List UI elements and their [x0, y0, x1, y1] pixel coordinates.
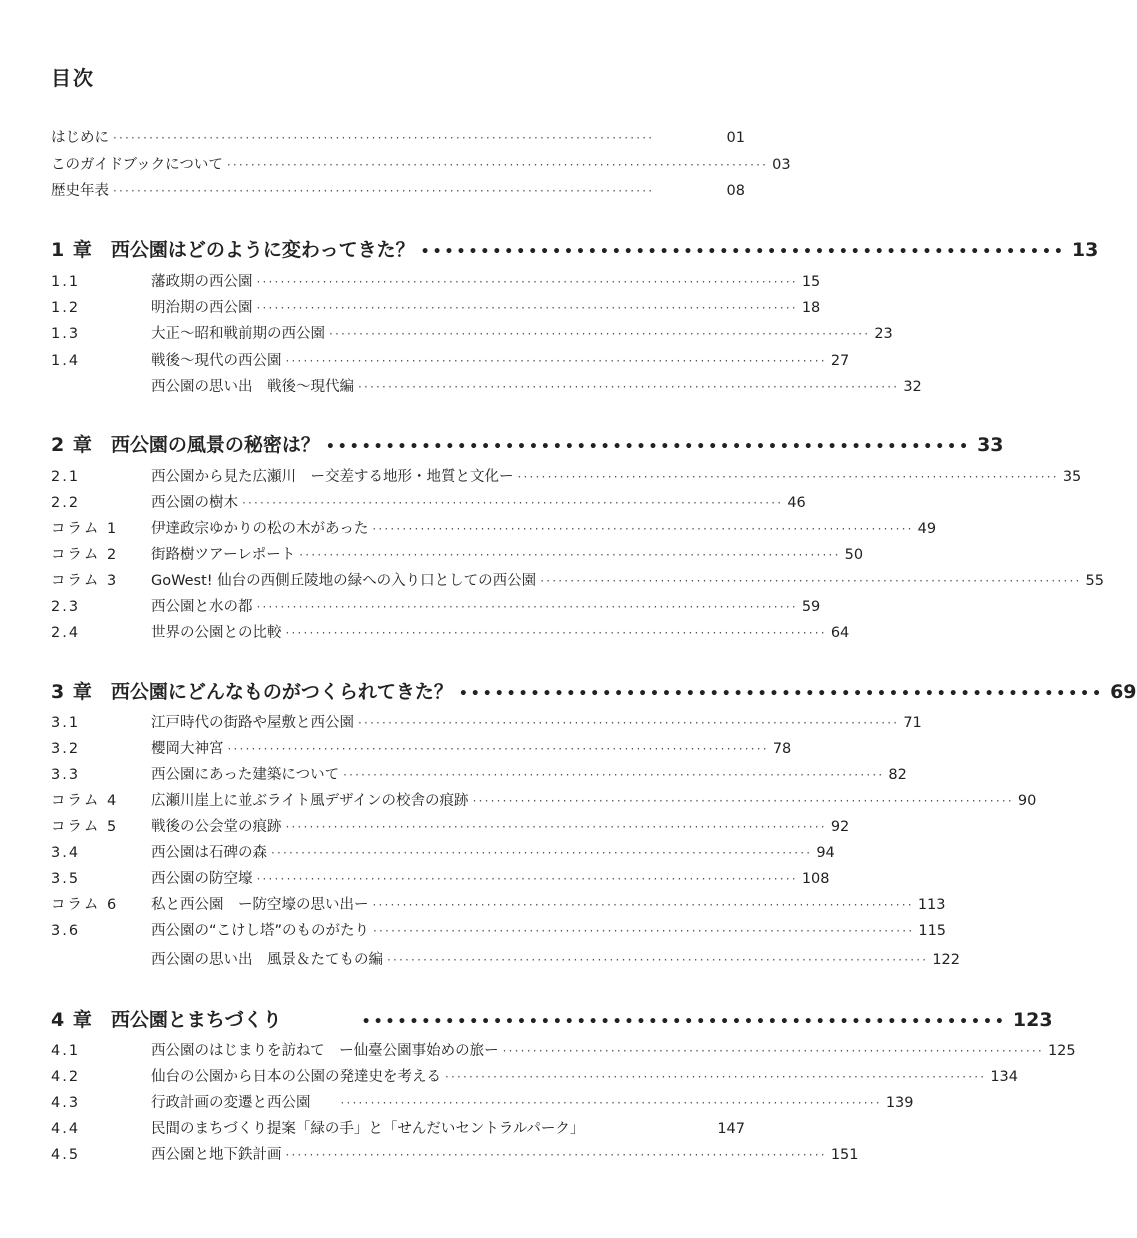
- toc-entry-title: このガイドブックについて: [51, 157, 223, 173]
- toc-entry-number: 4.1: [51, 1043, 81, 1059]
- toc-entry-number: 3.4: [51, 845, 81, 861]
- toc-entry-page: 94: [816, 845, 835, 861]
- toc-entry-title: 西公園の思い出 風景＆たてもの編: [151, 952, 383, 968]
- toc-entry-title: 広瀬川崖上に並ぶライト風デザインの校舎の痕跡: [151, 793, 469, 809]
- toc-entry-number: 3.2: [51, 741, 81, 757]
- toc-entry-page: 32: [903, 379, 922, 395]
- dot-leader: ••••••••••••••••••••••••••••••••••••••••••••••••••••••: [458, 686, 1105, 702]
- toc-entry-number: 1.4: [51, 353, 81, 369]
- dot-leader: ··························································································: [227, 742, 769, 756]
- toc-entry[interactable]: [51, 1119, 745, 1139]
- chapter-number: 4 章: [51, 1009, 93, 1031]
- toc-entry-page: 115: [918, 923, 947, 939]
- toc-entry[interactable]: [51, 791, 1037, 811]
- toc-entry-title: 伊達政宗ゆかりの松の木があった: [151, 521, 369, 537]
- chapter-page: 123: [1012, 1009, 1053, 1031]
- dot-leader: ··························································································: [358, 716, 900, 730]
- toc-entry[interactable]: [51, 377, 922, 397]
- toc-entry[interactable]: [51, 545, 864, 565]
- toc-entry-page: 01: [726, 130, 745, 146]
- page-title: 目次: [51, 66, 95, 90]
- dot-leader: ··························································································: [271, 846, 813, 860]
- toc-entry-title: 西公園にあった建築について: [151, 767, 340, 783]
- toc-entry[interactable]: [51, 181, 745, 201]
- dot-leader: ••••••••••••••••••••••••••••••••••••••••••••••••••••••: [361, 1014, 1007, 1030]
- toc-entry-page: 78: [772, 741, 792, 757]
- dot-leader: ••••••••••••••••••••••••••••••••••••••••••••••••••••••: [325, 439, 972, 455]
- dot-leader: ··························································································: [256, 872, 798, 886]
- toc-entry-number: コラム 2: [51, 547, 119, 563]
- chapter-heading[interactable]: [51, 433, 1004, 459]
- toc-entry-title: 西公園の思い出 戦後〜現代編: [151, 379, 354, 395]
- toc-entry-page: 122: [932, 952, 960, 968]
- toc-entry-title: 西公園の“こけし塔”のものがたり: [151, 923, 370, 939]
- toc-entry-title: 世界の公園との比較: [151, 625, 282, 641]
- toc-entry-title: 江戸時代の街路や屋敷と西公園: [151, 715, 354, 731]
- dot-leader: ··························································································: [256, 301, 798, 315]
- dot-leader: ··························································································: [517, 470, 1059, 484]
- toc-entry-title: 西公園のはじまりを訪ねて ー仙臺公園事始めの旅ー: [151, 1043, 499, 1059]
- toc-entry-page: 03: [772, 157, 791, 173]
- dot-leader: ··························································································: [540, 574, 1082, 588]
- dot-leader: ··························································································: [113, 184, 655, 198]
- toc-entry-number: 4.5: [51, 1147, 81, 1163]
- toc-entry[interactable]: [51, 571, 1104, 591]
- dot-leader: ··························································································: [387, 953, 929, 967]
- dot-leader: ··························································································: [445, 1070, 987, 1084]
- toc-entry-page: 46: [787, 495, 806, 511]
- dot-leader: ··························································································: [299, 548, 841, 562]
- dot-leader: ··························································································: [285, 626, 827, 640]
- toc-entry-page: 59: [801, 599, 821, 615]
- toc-entry-page: 27: [830, 353, 850, 369]
- toc-entry-title: はじめに: [51, 130, 109, 146]
- toc-entry[interactable]: [51, 324, 893, 344]
- toc-entry-page: 82: [888, 767, 907, 783]
- toc-entry-number: 1.1: [51, 274, 81, 290]
- toc-entry-title: 行政計画の変遷と西公園: [151, 1095, 311, 1111]
- toc-entry-page: 49: [917, 521, 937, 537]
- toc-entry-title: 歴史年表: [51, 183, 109, 199]
- dot-leader: ··························································································: [343, 768, 885, 782]
- toc-entry-page: 113: [917, 897, 946, 913]
- dot-leader: ··························································································: [226, 158, 769, 172]
- toc-entry-page: 147: [717, 1121, 745, 1137]
- toc-entry-page: 108: [801, 871, 830, 887]
- dot-leader: ··························································································: [285, 820, 827, 834]
- toc-entry-number: 3.3: [51, 767, 81, 783]
- dot-leader: ··························································································: [373, 924, 915, 938]
- toc-entry-number: コラム 5: [51, 819, 119, 835]
- toc-entry-page: 50: [844, 547, 864, 563]
- chapter-title: 西公園はどのように変わってきた？: [110, 239, 415, 261]
- toc-entry-number: 4.3: [51, 1095, 81, 1111]
- toc-entry-number: 2.2: [51, 495, 81, 511]
- dot-leader: ··························································································: [285, 1148, 827, 1162]
- toc-entry-page: 23: [874, 326, 893, 342]
- toc-entry[interactable]: [51, 519, 937, 539]
- dot-leader: ··························································································: [372, 522, 914, 536]
- toc-entry-title: 戦後〜現代の西公園: [151, 353, 282, 369]
- toc-entry-number: 2.1: [51, 469, 81, 485]
- toc-entry[interactable]: [51, 1067, 1018, 1087]
- toc-entry-title: 西公園から見た広瀬川 ー交差する地形・地質と文化ー: [151, 469, 514, 485]
- toc-entry-number: 2.4: [51, 625, 81, 641]
- toc-entry-page: 71: [903, 715, 922, 731]
- toc-entry[interactable]: [51, 765, 907, 785]
- chapter-title: 西公園にどんなものがつくられてきた？: [110, 681, 453, 703]
- toc-entry-number: 4.4: [51, 1121, 81, 1137]
- chapter-title: 西公園の風景の秘密は？: [110, 434, 320, 456]
- toc-entry-title: GoWest! 仙台の西側丘陵地の緑への入り口としての西公園: [151, 573, 537, 589]
- dot-leader: ··························································································: [256, 600, 798, 614]
- toc-entry-page: 08: [726, 183, 745, 199]
- toc-entry-title: 街路樹ツアーレポート: [151, 547, 296, 563]
- dot-leader: ··························································································: [340, 1096, 882, 1110]
- toc-entry-number: 2.3: [51, 599, 81, 615]
- dot-leader: ··························································································: [329, 327, 871, 341]
- toc-entry-number: 4.2: [51, 1069, 81, 1085]
- toc-entry[interactable]: [51, 950, 960, 970]
- toc-entry[interactable]: [51, 1093, 914, 1113]
- toc-entry-title: 西公園の防空壕: [151, 871, 253, 887]
- toc-entry-title: 戦後の公会堂の痕跡: [151, 819, 282, 835]
- toc-entry[interactable]: [51, 155, 791, 175]
- toc-entry-title: 民間のまちづくり提案「緑の手」と「せんだいセントラルパーク」: [151, 1121, 585, 1137]
- toc-entry-number: 1.3: [51, 326, 81, 342]
- dot-leader: ··························································································: [358, 380, 900, 394]
- toc-entry[interactable]: [51, 493, 806, 513]
- toc-entry[interactable]: [51, 895, 946, 915]
- dot-leader: ··························································································: [242, 496, 784, 510]
- dot-leader: ··························································································: [285, 354, 827, 368]
- dot-leader: ··························································································: [372, 898, 914, 912]
- toc-entry-page: 92: [830, 819, 850, 835]
- toc-entry-title: 櫻岡大神宮: [151, 741, 224, 757]
- toc-entry[interactable]: [51, 1145, 859, 1165]
- toc-entry-number: コラム 6: [51, 897, 119, 913]
- toc-entry-title: 私と西公園 ー防空壕の思い出ー: [151, 897, 369, 913]
- toc-entry-title: 大正〜昭和戦前期の西公園: [151, 326, 325, 342]
- dot-leader: ••••••••••••••••••••••••••••••••••••••••••••••••••••••: [420, 244, 1066, 260]
- chapter-heading[interactable]: [51, 238, 1099, 264]
- toc-entry-title: 明治期の西公園: [151, 300, 253, 316]
- toc-entry-page: 15: [801, 274, 821, 290]
- chapter-number: 3 章: [51, 681, 93, 703]
- dot-leader: ··························································································: [472, 794, 1014, 808]
- toc-entry-title: 藩政期の西公園: [151, 274, 253, 290]
- toc-entry[interactable]: [51, 713, 922, 733]
- chapter-title: 西公園とまちづくり: [110, 1009, 282, 1031]
- toc-entry[interactable]: [51, 467, 1082, 487]
- toc-entry[interactable]: [51, 128, 745, 148]
- toc-entry-title: 西公園は石碑の森: [151, 845, 267, 861]
- toc-entry-number: 3.1: [51, 715, 81, 731]
- toc-entry[interactable]: [51, 739, 792, 759]
- toc-entry-title: 西公園と水の都: [151, 599, 253, 615]
- chapter-number: 1 章: [51, 239, 93, 261]
- toc-entry[interactable]: [51, 298, 821, 318]
- toc-entry-page: 90: [1017, 793, 1037, 809]
- toc-entry-page: 134: [990, 1069, 1018, 1085]
- toc-entry-number: 3.5: [51, 871, 81, 887]
- toc-entry-title: 西公園と地下鉄計画: [151, 1147, 282, 1163]
- toc-entry[interactable]: [51, 869, 830, 889]
- toc-entry-number: コラム 4: [51, 793, 119, 809]
- toc-entry-page: 64: [830, 625, 850, 641]
- toc-entry-number: 1.2: [51, 300, 81, 316]
- chapter-page: 69: [1110, 681, 1137, 703]
- toc-entry[interactable]: [51, 843, 835, 863]
- toc-entry-page: 125: [1047, 1043, 1076, 1059]
- toc-entry-page: 139: [885, 1095, 914, 1111]
- toc-entry-page: 151: [830, 1147, 859, 1163]
- toc-entry[interactable]: [51, 1041, 1076, 1061]
- toc-entry[interactable]: [51, 351, 850, 371]
- chapter-number: 2 章: [51, 434, 93, 456]
- toc-entry[interactable]: [51, 817, 850, 837]
- chapter-page: 33: [977, 434, 1004, 456]
- chapter-heading[interactable]: [51, 1008, 1053, 1034]
- toc-entry-number: 3.6: [51, 923, 81, 939]
- toc-entry[interactable]: [51, 623, 850, 643]
- toc-entry-title: 仙台の公園から日本の公園の発達史を考える: [151, 1069, 441, 1085]
- toc-entry-title: 西公園の樹木: [151, 495, 238, 511]
- toc-entry[interactable]: [51, 597, 821, 617]
- chapter-page: 13: [1071, 239, 1099, 261]
- toc-entry[interactable]: [51, 272, 821, 292]
- toc-entry-page: 55: [1085, 573, 1104, 589]
- chapter-heading[interactable]: [51, 680, 1137, 706]
- dot-leader: ··························································································: [502, 1044, 1044, 1058]
- toc-entry[interactable]: [51, 921, 947, 941]
- dot-leader: ··························································································: [113, 131, 655, 145]
- toc-entry-page: 35: [1062, 469, 1082, 485]
- dot-leader: ··························································································: [256, 275, 798, 289]
- toc-entry-number: コラム 1: [51, 521, 119, 537]
- toc-entry-number: コラム 3: [51, 573, 119, 589]
- toc-entry-page: 18: [801, 300, 821, 316]
